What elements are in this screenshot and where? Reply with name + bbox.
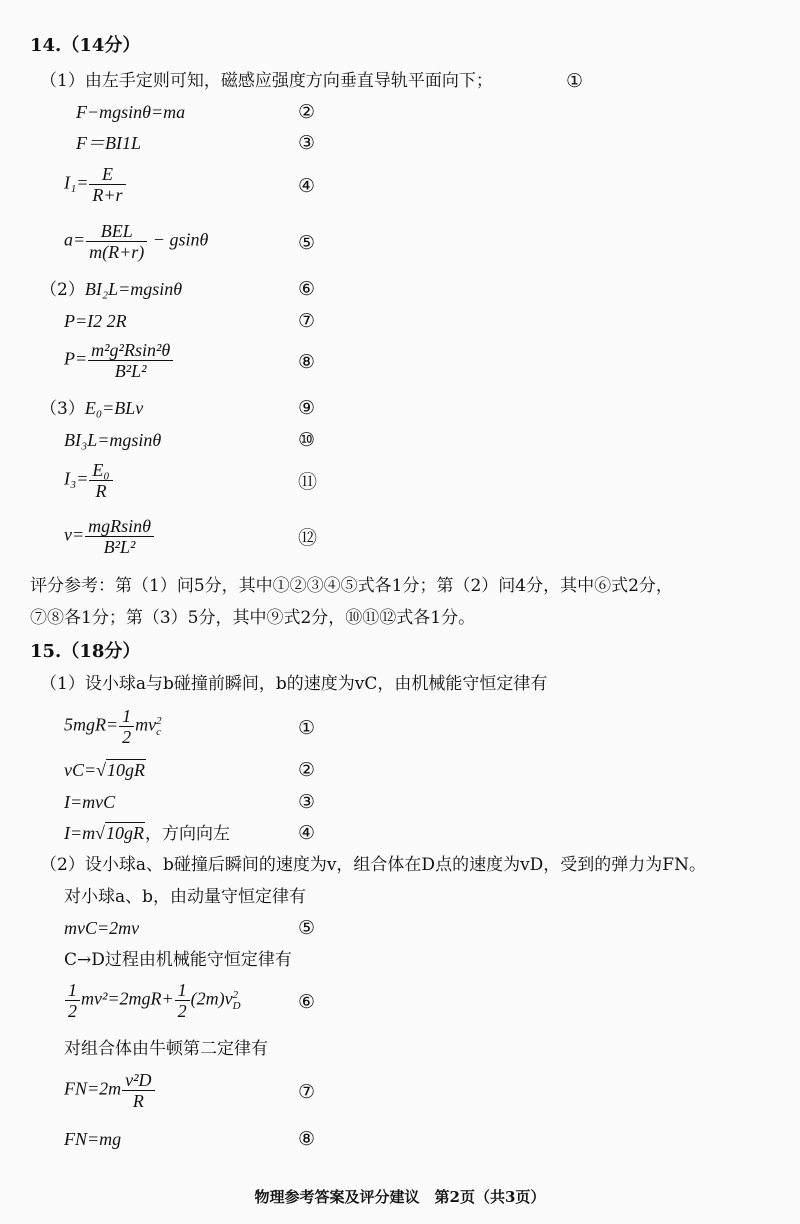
q14-eq8-den: B²L²: [114, 361, 147, 381]
q15-eq2: vC=√10gR: [64, 760, 146, 780]
marker-15-7: ⑦: [298, 1081, 316, 1103]
q14-eq8-num: m²g²Rsin²θ: [88, 340, 173, 361]
q15-eq2-radicand: 10gR: [107, 760, 146, 780]
q15-eq6-b-num: 1: [175, 980, 190, 1001]
marker-12: ⑫: [298, 527, 318, 549]
q14-eq12-num: mgRsinθ: [85, 516, 154, 537]
q15-eq6-b-den: 2: [177, 1001, 187, 1021]
q15-eq1-sup: 2: [156, 714, 162, 727]
q15-eq4-note: ，方向向左: [145, 824, 231, 844]
q15-heading: 15.（18分）: [30, 641, 141, 662]
q15-eq1: [64, 706, 162, 747]
marker-2: ②: [298, 101, 316, 123]
q15-eq1-lhs: 5mgR=: [64, 714, 119, 735]
q14-scoring-line2: ⑦⑧各1分；第（3）5分，其中⑨式2分，⑩⑪⑫式各1分。: [30, 608, 476, 628]
q15-eq5: mvC=2mv: [64, 918, 140, 938]
q14-eq8-lhs: P=: [64, 348, 88, 369]
q14-part2-intro: （2）: [40, 280, 85, 300]
q15-eq7-lhs: FN=2m: [64, 1078, 122, 1099]
q14-eq10: BI₃L=mgsinθ: [64, 430, 162, 450]
q15-eq6-a-num: 1: [65, 980, 80, 1001]
marker-15-6: ⑥: [298, 991, 316, 1013]
q15-eq4-lhs: I=m: [64, 823, 96, 843]
q14-heading: 14.（14分）: [30, 35, 141, 56]
q15-eq6-rhs: (2m)v: [190, 988, 233, 1009]
marker-9: ⑨: [298, 397, 316, 419]
q14-eq8: [64, 340, 174, 381]
q14-eq4-den: R+r: [92, 185, 123, 205]
q15-eq6: [64, 980, 241, 1021]
q15-eq7-num: v²D: [122, 1070, 154, 1091]
q14-eq4: [64, 164, 127, 205]
marker-15-2: ②: [298, 759, 316, 781]
q15-momentum-text: 对小球a、b，由动量守恒定律有: [64, 887, 307, 907]
q15-eq4-radicand: 10gR: [106, 823, 145, 843]
q14-eq11-den: R: [95, 481, 107, 501]
q15-eq6-sub: D: [232, 999, 241, 1012]
q14-eq5-num: BEL: [86, 221, 147, 242]
q14-scoring-line1: 评分参考：第（1）问5分，其中①②③④⑤式各1分；第（2）问4分，其中⑥式2分，: [30, 576, 673, 596]
q15-energy-text: C→D过程由机械能守恒定律有: [64, 950, 292, 970]
q15-eq1-den: 2: [122, 727, 132, 747]
q15-eq4: I=m√10gR，方向向左: [64, 823, 231, 844]
q14-eq5-den: m(R+r): [89, 242, 145, 262]
q14-eq12-den: B²L²: [103, 537, 136, 557]
q14-eq12-lhs: v=: [64, 524, 85, 545]
q14-part3-intro: （3）: [40, 399, 85, 419]
q15-eq8: FN=mg: [64, 1129, 122, 1149]
q15-eq1-num: 1: [119, 706, 134, 727]
marker-5: ⑤: [298, 232, 316, 254]
marker-7: ⑦: [298, 310, 316, 332]
q14-eq5-lhs: a=: [64, 229, 86, 250]
q15-eq6-a-den: 2: [68, 1001, 77, 1021]
q14-eq11: [64, 460, 114, 501]
marker-1: ①: [566, 70, 584, 92]
marker-4: ④: [298, 175, 316, 197]
q14-eq7: P=I2 2R: [64, 311, 127, 331]
q15-eq6-sup: 2: [232, 988, 239, 1001]
marker-11: ⑪: [298, 471, 318, 493]
q15-eq6-mid: mv²=2mgR+: [81, 988, 174, 1009]
q14-eq12: [64, 516, 155, 557]
marker-3: ③: [298, 132, 316, 154]
page-footer: 物理参考答案及评分建议 第2页（共3页）: [254, 1188, 546, 1206]
q14-part1-intro: （1）由左手定则可知，磁感应强度方向垂直导轨平面向下；: [40, 71, 493, 91]
q14-eq5: [64, 221, 208, 262]
marker-10: ⑩: [298, 429, 316, 451]
q14-eq6: BI₂L=mgsinθ: [84, 279, 183, 299]
q14-eq3: F＝BI1L: [76, 133, 141, 153]
q14-eq11-lhs: I₃=: [64, 468, 89, 489]
q14-eq4-num: E: [89, 164, 125, 185]
q15-eq1-rhs: mv: [135, 714, 157, 735]
q15-eq3: I=mvC: [64, 792, 116, 812]
marker-15-5: ⑤: [298, 917, 316, 939]
marker-15-1: ①: [298, 717, 316, 739]
q15-part1-intro: （1）设小球a与b碰撞前瞬间，b的速度为vC，由机械能守恒定律有: [40, 674, 548, 694]
q15-eq7: [64, 1070, 156, 1111]
marker-15-4: ④: [298, 822, 316, 844]
q14-eq11-num: E₀: [89, 460, 112, 481]
q15-eq1-sub: c: [156, 725, 162, 738]
q15-newton-text: 对组合体由牛顿第二定律有: [64, 1039, 268, 1059]
marker-6: ⑥: [298, 278, 316, 300]
q14-part2: [40, 278, 182, 301]
q14-eq5-rhs: − gsinθ: [148, 229, 209, 250]
q15-part2-intro: （2）设小球a、b碰撞后瞬间的速度为v，组合体在D点的速度为vD，受到的弹力为FN。: [40, 855, 706, 875]
q14-part3: [40, 397, 143, 420]
q15-eq7-den: R: [132, 1091, 144, 1111]
q14-eq4-lhs: I₁=: [64, 172, 89, 193]
q15-eq2-lhs: vC=: [64, 760, 97, 780]
marker-8: ⑧: [298, 351, 316, 373]
marker-15-8: ⑧: [298, 1128, 316, 1150]
marker-15-3: ③: [298, 791, 316, 813]
q14-eq2: F−mgsinθ=ma: [76, 102, 186, 122]
q14-eq9: E₀=BLv: [84, 398, 144, 418]
